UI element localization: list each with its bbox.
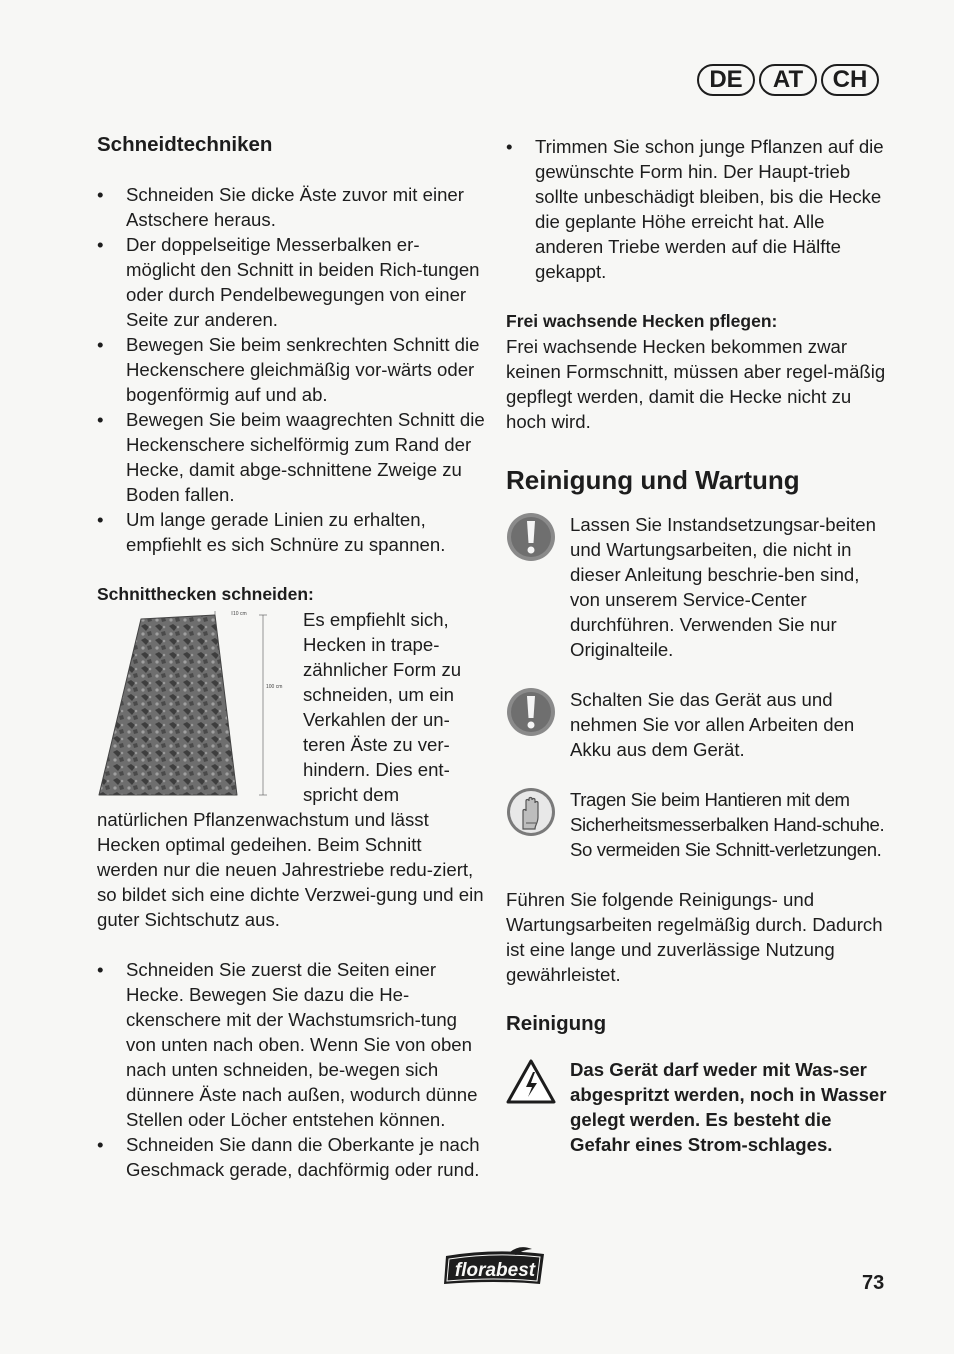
lang-badge-at: AT bbox=[759, 64, 817, 96]
list-item: • Bewegen Sie beim senkrechten Schnitt die Heckenschere gleichmäßig vor-wärts oder bogenförmig auf und ab. bbox=[97, 332, 485, 407]
florabest-logo bbox=[440, 1246, 550, 1288]
list-item: • Schneiden Sie dann die Oberkante je nach Geschmack gerade, dachförmig oder rund. bbox=[97, 1132, 485, 1182]
warning-text: Das Gerät darf weder mit Was-ser abgespritzt werden, noch in Wasser gelegt werden. Es besteht die Gefahr eines Strom-schlages. bbox=[570, 1059, 887, 1155]
left-column bbox=[97, 130, 485, 1182]
cutting-technique-list bbox=[97, 182, 485, 557]
list-item: • Bewegen Sie beim waagrechten Schnitt die Heckenschere sichelförmig zum Rand der Hecke, damit abge-schnittene Zweige zu Boden fallen. bbox=[97, 407, 485, 507]
exclamation-icon bbox=[506, 687, 556, 737]
young-plants-list bbox=[506, 134, 894, 284]
note-text: Lassen Sie Instandsetzungsar-beiten und Wartungsarbeiten, die nicht in dieser Anleitung beschrie-ben sind, von unserem Service-Center durchführen. Verwenden Sie nur Originalteile. bbox=[570, 514, 876, 660]
list-item: • Der doppelseitige Messerbalken er-möglicht den Schnitt in beiden Rich-tungen oder durch Pendelbewegungen von einer Seite zur anderen. bbox=[97, 232, 485, 332]
figure-label-height: 100 cm bbox=[266, 684, 283, 690]
heading-schneidtechniken: Schneidtechniken bbox=[97, 133, 273, 156]
list-item: • Um lange gerade Linien zu erhalten, empfiehlt es sich Schnüre zu spannen. bbox=[97, 507, 485, 557]
high-voltage-warning-icon bbox=[506, 1057, 556, 1107]
note-text: Tragen Sie beim Hantieren mit dem Sicherheitsmesserbalken Hand-schuhe. So vermeiden Sie Schnitt-verletzungen. bbox=[570, 789, 885, 860]
list-item: • Trimmen Sie schon junge Pflanzen auf die gewünschte Form hin. Der Haupt-trieb sollte unbeschädigt bleiben, bis die Hecke die geplante Höhe erreicht hat. Alle anderen Triebe werden auf die Hälfte gekappt. bbox=[506, 134, 894, 284]
heading-frei-wachsende: Frei wachsende Hecken pflegen: bbox=[506, 311, 778, 331]
page-number: 73 bbox=[862, 1272, 885, 1294]
warning-electric-shock bbox=[506, 1057, 894, 1157]
exclamation-icon bbox=[506, 512, 556, 562]
note-service-center bbox=[506, 512, 894, 662]
lang-badge-ch: CH bbox=[821, 64, 879, 96]
heading-schnitthecken: Schnitthecken schneiden: bbox=[97, 584, 314, 604]
heading-reinigung: Reinigung bbox=[506, 1012, 607, 1035]
hedge-cutting-list bbox=[97, 957, 485, 1182]
hedge-illustration bbox=[97, 609, 297, 799]
language-badges bbox=[697, 64, 879, 96]
right-column bbox=[506, 134, 894, 1157]
maintenance-text: Führen Sie folgende Reinigungs- und Wartungsarbeiten regelmäßig durch. Dadurch ist eine lange und zuverlässige Nutzung gewährleistet. bbox=[506, 889, 883, 985]
note-gloves bbox=[506, 787, 894, 862]
note-text: Schalten Sie das Gerät aus und nehmen Sie vor allen Arbeiten den Akku aus dem Gerät. bbox=[570, 689, 855, 760]
figure-label-top: 10 cm bbox=[233, 611, 247, 617]
heading-reinigung-wartung: Reinigung und Wartung bbox=[506, 465, 800, 495]
svg-text:florabest: florabest bbox=[454, 1260, 536, 1281]
free-hedge-text: Frei wachsende Hecken bekommen zwar keinen Formschnitt, müssen aber regel-mäßig gepflegt werden, damit die Hecke nicht zu hoch wird. bbox=[506, 336, 886, 432]
list-item: • Schneiden Sie zuerst die Seiten einer Hecke. Bewegen Sie dazu die He-ckenschere mit der Wachstumsrich-tung von unten nach oben. Wenn Sie von oben nach unten schneiden, be-wegen sich dünnere Äste nach außen, wodurch dünne Stellen oder Löcher entstehen können. bbox=[97, 957, 485, 1132]
lang-badge-de: DE bbox=[697, 64, 755, 96]
note-battery bbox=[506, 687, 894, 762]
hedge-section bbox=[97, 607, 485, 932]
list-item: • Schneiden Sie dicke Äste zuvor mit einer Astschere heraus. bbox=[97, 182, 485, 232]
hedge-text: Es empfiehlt sich, Hecken in trape-zähnlicher Form zu schneiden, um ein Verkahlen der un-teren Äste zu ver-hindern. Dies ent-spricht dem natürlichen Pflanzenwachstum und lässt Hecken optimal gedeihen. Beim Schnitt werden nur die neuen Jahrestriebe redu-ziert, so bildet sich eine dichte Verzwei-gung und ein guter Sichtschutz aus. bbox=[97, 609, 484, 930]
glove-icon bbox=[506, 787, 556, 837]
